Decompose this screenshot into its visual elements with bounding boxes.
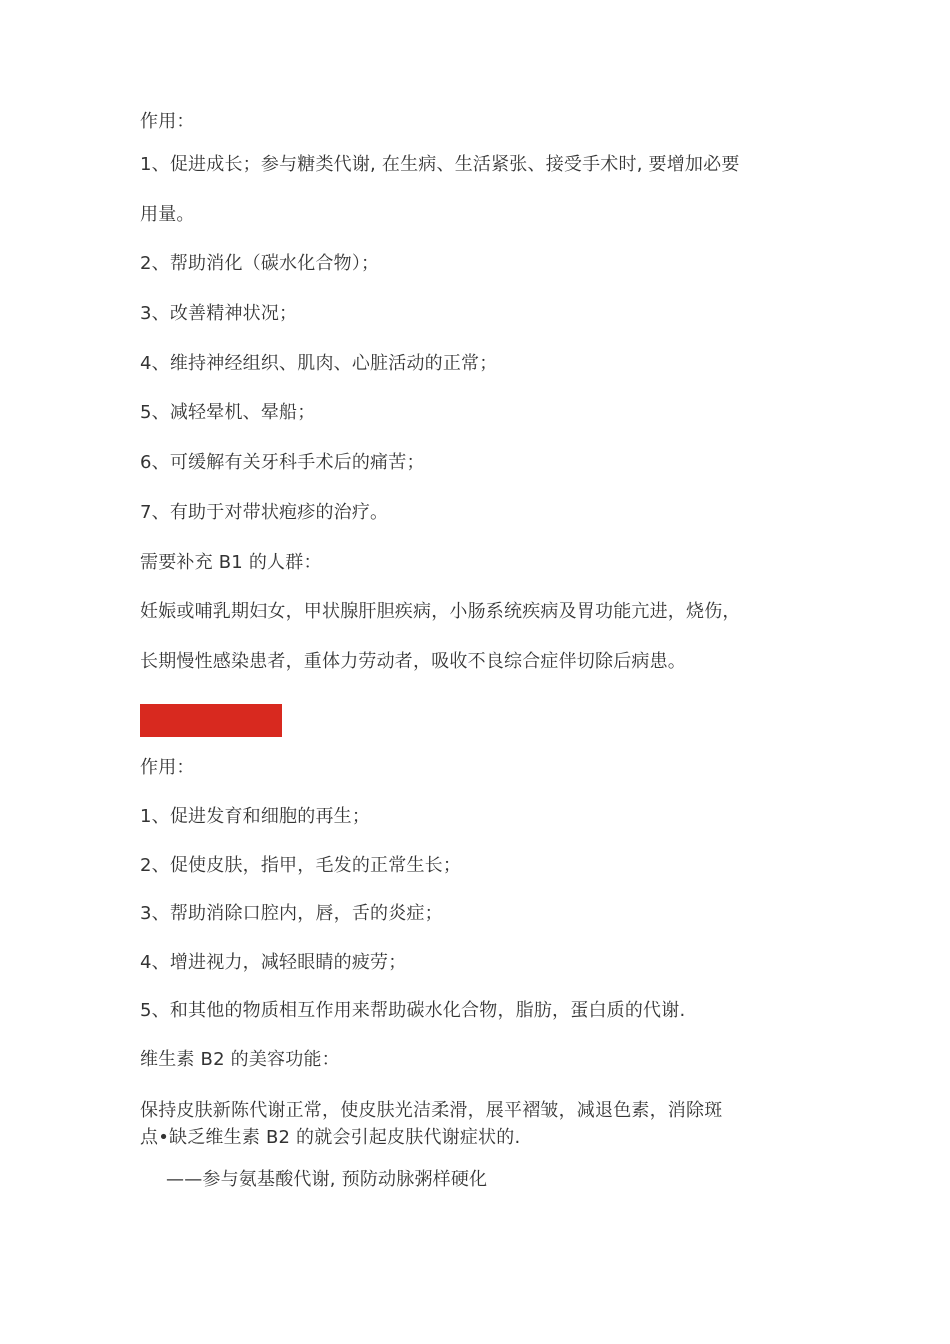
section2-heading: 作用： [140, 757, 195, 778]
section1-item-7: 7、有助于对带状疱疹的治疗。 [140, 502, 389, 523]
b1-group-heading: 需要补充 B1 的人群： [140, 552, 322, 573]
red-heading-block [140, 704, 282, 737]
b2-beauty-text-line-2: 点•缺乏维生素 B2 的就会引起皮肤代谢症状的. [140, 1127, 521, 1148]
section1-item-4: 4、维持神经组织、肌肉、心脏活动的正常； [140, 353, 498, 374]
section2-item-4: 4、增进视力，减轻眼睛的疲劳； [140, 952, 407, 973]
section1-heading: 作用： [140, 111, 195, 132]
b2-beauty-text-line-1: 保持皮肤新陈代谢正常，使皮肤光洁柔滑，展平褶皱，减退色素，消除斑 [140, 1100, 723, 1121]
b2-beauty-heading: 维生素 B2 的美容功能： [140, 1049, 340, 1070]
section2-item-3: 3、帮助消除口腔内，唇，舌的炎症； [140, 903, 443, 924]
b1-group-text-line-2: 长期慢性感染患者，重体力劳动者，吸收不良综合症伴切除后病患。 [140, 651, 686, 672]
section1-item-3: 3、改善精神状况； [140, 303, 298, 324]
section1-item-1: 1、促进成长；参与糖类代谢, 在生病、生活紧张、接受手术时, 要增加必要 [140, 154, 740, 175]
section2-item-1: 1、促进发育和细胞的再生； [140, 806, 371, 827]
section1-item-1-continued: 用量。 [140, 204, 195, 225]
section1-item-5: 5、减轻晕机、晕船； [140, 402, 316, 423]
section1-item-2: 2、帮助消化（碳水化合物）； [140, 253, 380, 274]
footer-line: ——参与氨基酸代谢, 预防动脉粥样硬化 [166, 1169, 488, 1190]
section2-item-5: 5、和其他的物质相互作用来帮助碳水化合物，脂肪，蛋白质的代谢. [140, 1000, 686, 1021]
section2-item-2: 2、促使皮肤，指甲，毛发的正常生长； [140, 855, 462, 876]
b1-group-text-line-1: 妊娠或哺乳期妇女，甲状腺肝胆疾病，小肠系统疾病及胃功能亢进，烧伤， [140, 601, 741, 622]
section1-item-6: 6、可缓解有关牙科手术后的痛苦； [140, 452, 425, 473]
